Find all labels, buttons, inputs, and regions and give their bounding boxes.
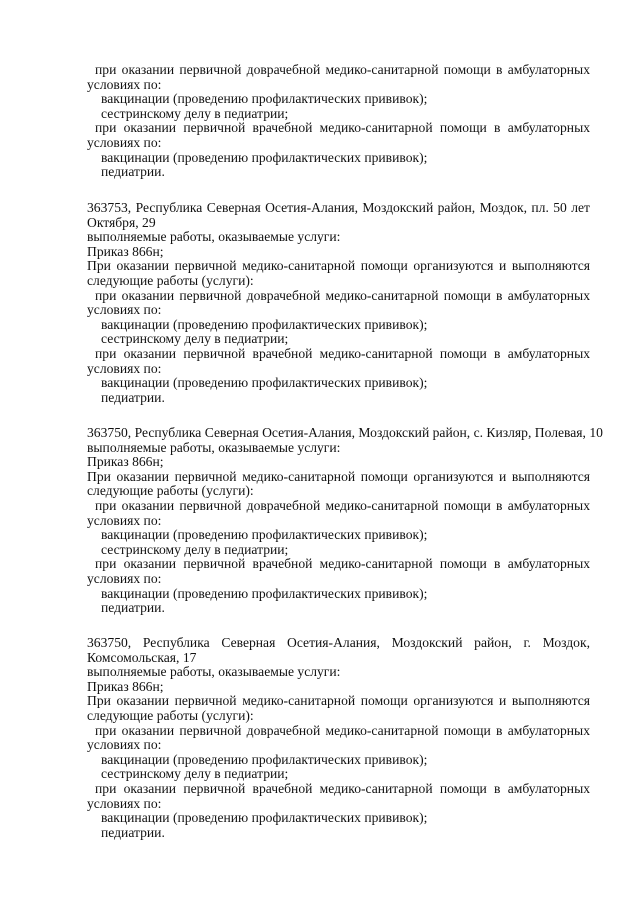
service-vaccination: вакцинации (проведению профилактических прививок); [101, 316, 428, 332]
service-pediatric-nursing: сестринскому делу в педиатрии; [101, 105, 289, 121]
address-block-mozdok-50-let [87, 201, 590, 405]
services-block-continued [87, 63, 590, 180]
address-line: 363750, Республика Северная Осетия-Алания, Моздокский район, г. Моздок, [87, 635, 590, 650]
outpatient-physician-line: при оказании первичной врачебной медико-санитарной помощи в амбулаторных [95, 120, 590, 136]
service-pediatrics: педиатрии. [101, 389, 165, 405]
address-line: Октября, 29 [87, 214, 156, 230]
service-vaccination: вакцинации (проведению профилактических прививок); [101, 91, 428, 107]
organization-line: следующие работы (услуги): [87, 272, 254, 288]
service-pediatric-nursing: сестринскому делу в педиатрии; [101, 331, 289, 347]
service-vaccination: вакцинации (проведению профилактических прививок); [101, 751, 428, 767]
works-label: выполняемые работы, оказываемые услуги: [87, 439, 341, 455]
service-vaccination: вакцинации (проведению профилактических прививок); [101, 810, 428, 826]
outpatient-prehospital-line: при оказании первичной доврачебной медико-санитарной помощи в амбулаторных [95, 722, 590, 738]
outpatient-prehospital-line: при оказании первичной доврачебной медико-санитарной помощи в амбулаторных [95, 287, 590, 303]
service-vaccination: вакцинации (проведению профилактических прививок); [101, 527, 428, 543]
organization-line: При оказании первичной медико-санитарной помощи организуются и выполняются [87, 468, 590, 484]
order-reference: Приказ 866н; [87, 678, 164, 694]
address-line: 363750, Республика Северная Осетия-Алания, Моздокский район, с. Кизляр, Полевая, 10 [87, 425, 603, 440]
conditions-label: условиях по: [87, 360, 162, 376]
outpatient-prehospital-line: при оказании первичной доврачебной медико-санитарной помощи в амбулаторных [95, 62, 590, 77]
order-reference: Приказ 866н; [87, 454, 164, 470]
conditions-label: условиях по: [87, 302, 162, 318]
service-vaccination: вакцинации (проведению профилактических прививок); [101, 149, 428, 165]
works-label: выполняемые работы, оказываемые услуги: [87, 664, 341, 680]
address-block-komsomolskaya [87, 636, 590, 840]
service-vaccination: вакцинации (проведению профилактических прививок); [101, 375, 428, 391]
service-vaccination: вакцинации (проведению профилактических прививок); [101, 585, 428, 601]
conditions-label: условиях по: [87, 512, 162, 528]
outpatient-physician-line: при оказании первичной врачебной медико-санитарной помощи в амбулаторных [95, 345, 590, 361]
service-pediatrics: педиатрии. [101, 824, 165, 840]
service-pediatrics: педиатрии. [101, 164, 165, 180]
organization-line: При оказании первичной медико-санитарной помощи организуются и выполняются [87, 258, 590, 274]
service-pediatric-nursing: сестринскому делу в педиатрии; [101, 541, 289, 557]
order-reference: Приказ 866н; [87, 243, 164, 259]
organization-line: следующие работы (услуги): [87, 707, 254, 723]
address-line: 363753, Республика Северная Осетия-Алания, Моздокский район, Моздок, пл. 50 лет [87, 200, 590, 215]
address-block-kizlyar [87, 425, 603, 616]
conditions-label: условиях по: [87, 570, 162, 586]
outpatient-physician-line: при оказании первичной врачебной медико-санитарной помощи в амбулаторных [95, 556, 590, 572]
organization-line: следующие работы (услуги): [87, 483, 254, 499]
works-label: выполняемые работы, оказываемые услуги: [87, 229, 341, 245]
conditions-label: условиях по: [87, 76, 162, 92]
address-line: Комсомольская, 17 [87, 649, 197, 665]
outpatient-physician-line: при оказании первичной врачебной медико-санитарной помощи в амбулаторных [95, 780, 590, 796]
conditions-label: условиях по: [87, 134, 162, 150]
organization-line: При оказании первичной медико-санитарной помощи организуются и выполняются [87, 693, 590, 709]
conditions-label: условиях по: [87, 737, 162, 753]
service-pediatric-nursing: сестринскому делу в педиатрии; [101, 766, 289, 782]
conditions-label: условиях по: [87, 795, 162, 811]
service-pediatrics: педиатрии. [101, 600, 165, 616]
outpatient-prehospital-line: при оказании первичной доврачебной медико-санитарной помощи в амбулаторных [95, 497, 590, 513]
